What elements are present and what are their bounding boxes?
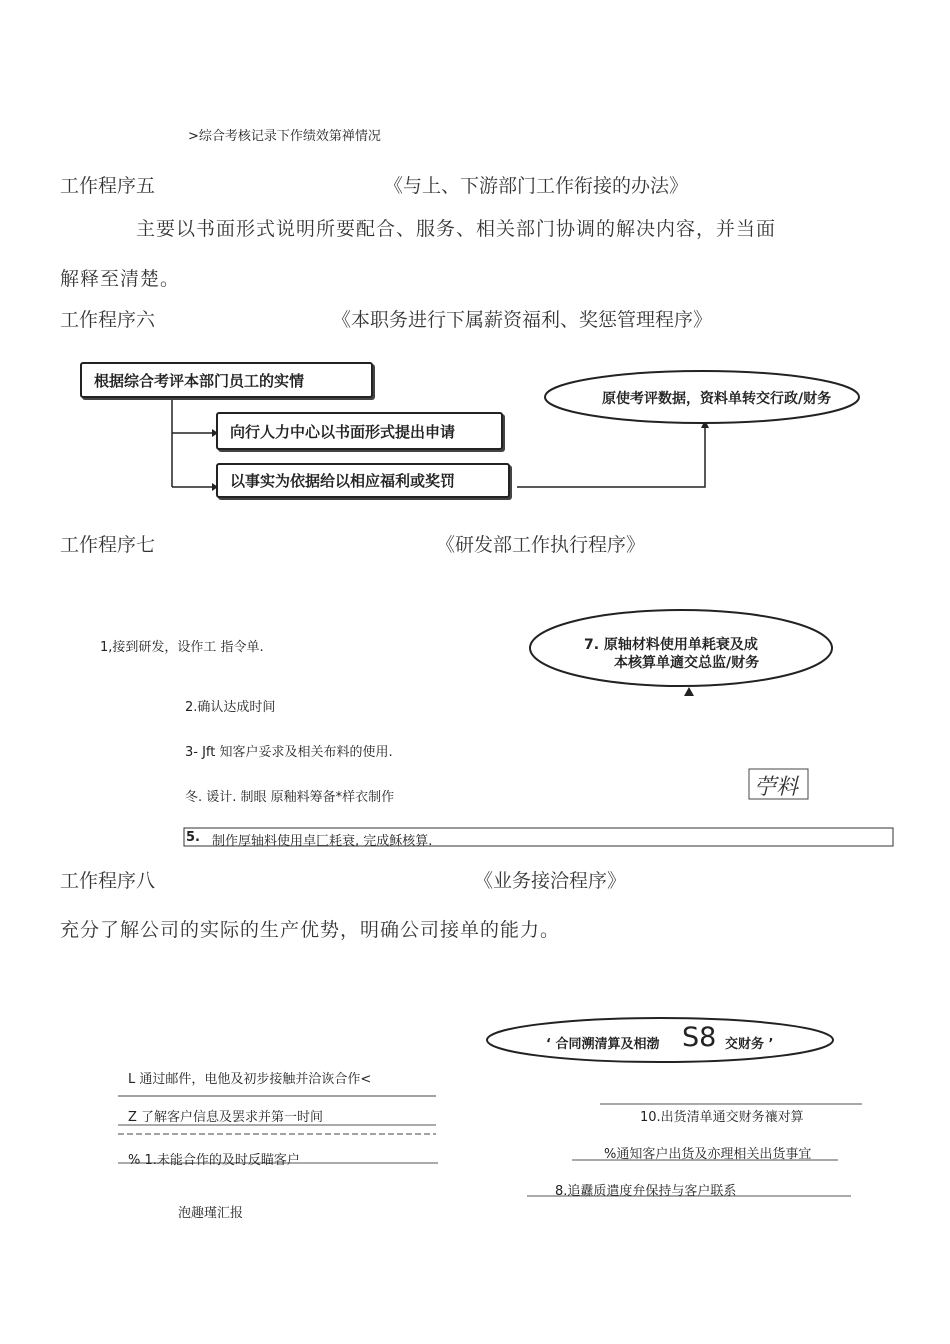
flow8-oval-prefix: ‘ 合同溯清算及相渤 [546,1037,660,1052]
flow7-arrowhead [684,687,694,696]
top-note: >综合考核记录下作绩效第禅情况 [188,129,381,144]
section5-paragraph-line2: 解释至清楚。 [60,268,181,290]
flow7-oval-line1: 7. 原轴材料使用单耗衰及成 [584,637,758,653]
flow7-oval-line2: 本核算单適交总监/财务 [614,655,760,671]
flow8-item-L: L 通过邮件，电他及初步接触并洽诙合作< [128,1072,372,1087]
section5-title: 《与上、下游部门工作衔接的办法》 [384,175,689,197]
flow8-item-notify: %通知客户出货及亦理相关出货事宜 [604,1147,812,1162]
section8-title: 《业务接洽程序》 [474,870,627,892]
flow6-box-top: 根据综合考评本部门员工的实情 [80,362,373,398]
section5-paragraph-line1: 主要以书面形式说明所要配合、服务、相关部门协调的解决内容，并当面 [136,218,777,240]
section7-title: 《研发部工作执行程序》 [436,534,646,556]
flow7-step3: 3- Jft 知客户妥求及相关布料的使用. [185,745,393,760]
section8-paragraph: 充分了解公司的实际的生产优势，明确公司接单的能力。 [60,919,561,941]
flow8-item-8: 8.追纛质遣度弁保持与客户联系 [555,1184,737,1199]
flow7-step2: 2.确认达成时间 [185,700,276,715]
flow8-item-Z: Z 了解客户信息及罢求并第一时间 [128,1110,324,1125]
flow8-oval-suffix: 交财务 ’ [725,1037,774,1052]
flow8-item-pct: % 1.未能合作的及时反瞄客户 [128,1153,300,1168]
flow6-box-reward: 以事实为依据给以相应福利或奖罚 [216,463,510,498]
section6-label: 工作程序六 [60,309,156,331]
flow7-step4: 冬. 谖计. 制眼 原釉料筹备*样衣制作 [185,790,395,805]
flow6-box-apply: 向行人力中心以书面形式提出申请 [216,412,503,450]
flow8-item-10: 10.出货清单通交财务禳对算 [640,1110,804,1125]
flow8-oval-big: S8 [682,1022,717,1053]
flow7-step5-number: 5. [186,830,200,845]
flow6-to-oval-line [517,428,705,487]
section8-label: 工作程序八 [60,870,156,892]
flow7-stamp-text: 苧料 [754,775,799,800]
flow8-item-report: 泡趣瑾汇报 [178,1206,244,1221]
flow7-step5-text: 制作厚轴料使用卓匚耗衰, 完成稣核算. [212,834,433,849]
flow8-oval-shape [487,1018,833,1062]
section7-label: 工作程序七 [60,534,156,556]
flow6-oval-text: 原使考评数据，资料单转交行政/财务 [602,391,832,407]
section5-label: 工作程序五 [60,175,156,197]
section6-title: 《本职务进行下属薪资福利、奖惩管理程序》 [332,309,713,331]
flow7-step1: 1,接到研发，设作工 指令单. [100,640,264,655]
